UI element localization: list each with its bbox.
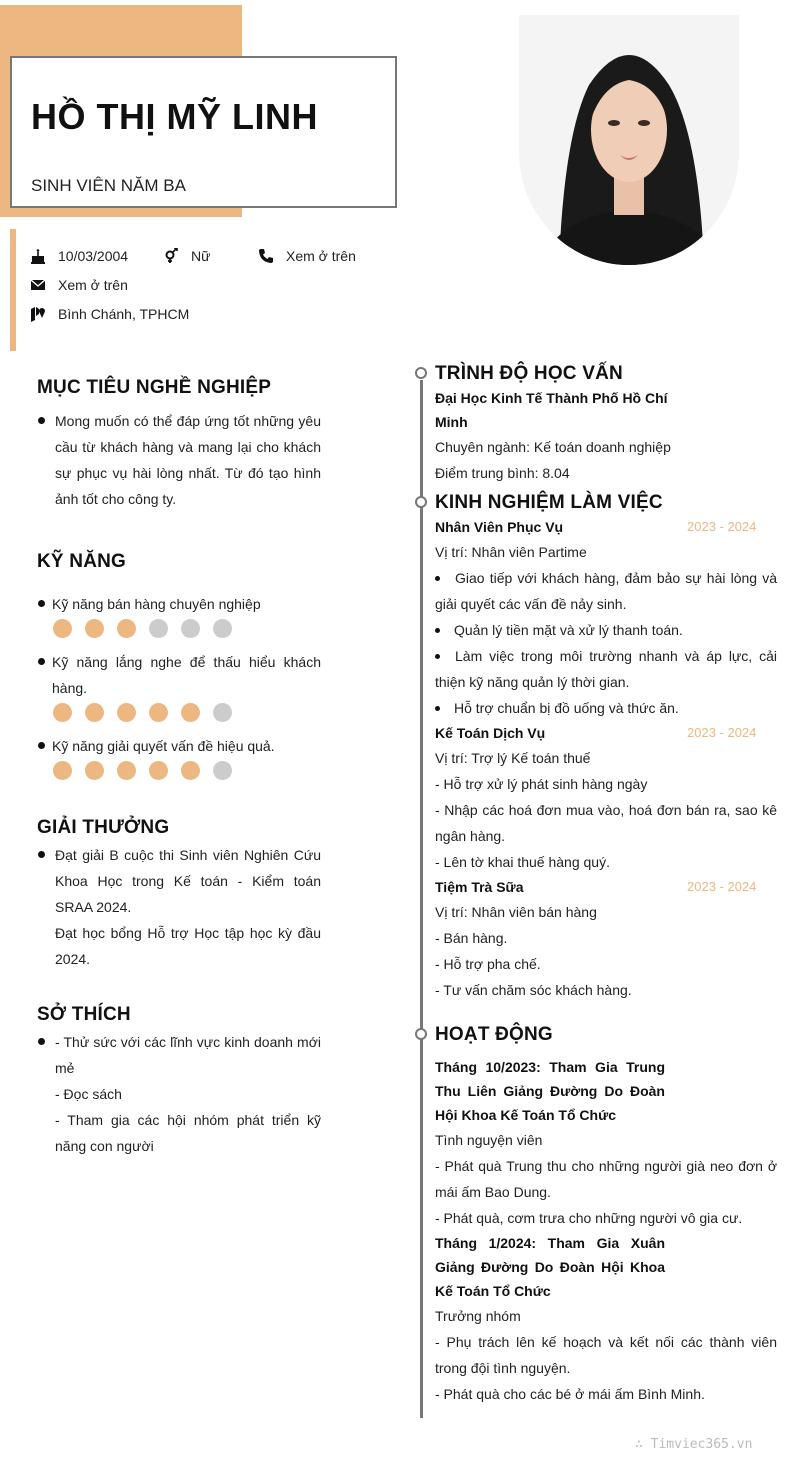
birthday-cake-icon — [30, 248, 46, 264]
skills-title: KỸ NĂNG — [37, 551, 127, 572]
activity-name: Tháng 10/2023: Tham Gia Trung Thu Liên Giảng Đường Do Đoàn Hội Khoa Kế Toán Tổ Chức — [435, 1059, 665, 1123]
activity-role: Tình nguyện viên — [435, 1132, 543, 1148]
candidate-role: SINH VIÊN NĂM BA — [31, 176, 186, 195]
job-detail: - Nhập các hoá đơn mua vào, hoá đơn bán ra, sao kê ngân hàng. — [435, 802, 777, 844]
job-detail: Làm việc trong môi trường nhanh và áp lực, cải thiện kỹ năng quản lý thời gian. — [435, 648, 777, 690]
job-position: Vị trí: Nhân viên Partime — [435, 544, 587, 560]
timeline-node — [415, 1028, 427, 1040]
timeline-node — [415, 367, 427, 379]
bullet — [38, 600, 45, 607]
phone-icon — [258, 248, 274, 264]
skill-label: Kỹ năng lắng nghe để thấu hiểu khách hàng. — [52, 654, 321, 696]
activity-detail: - Phát quà cho các bé ở mái ấm Bình Minh. — [435, 1386, 705, 1402]
bullet — [38, 1038, 45, 1045]
rating-dot-filled — [53, 703, 72, 722]
job-date: 2023 - 2024 — [687, 519, 757, 534]
rating-dot-filled — [181, 703, 200, 722]
bullet — [435, 628, 440, 633]
rating-dot-filled — [117, 619, 136, 638]
phone-row — [258, 248, 356, 264]
map-marker-icon — [30, 306, 46, 322]
rating-dot-filled — [85, 761, 104, 780]
birthday-value: 10/03/2004 — [58, 248, 129, 264]
watermark: ∴ Timviec365.vn — [635, 1437, 753, 1452]
rating-dot-empty — [213, 703, 232, 722]
hobby-item: - Đọc sách — [55, 1086, 122, 1102]
school-name: Đại Học Kinh Tế Thành Phố Hồ Chí Minh — [435, 390, 668, 430]
job-company: Kế Toán Dịch Vụ — [435, 725, 546, 741]
hobby-item: - Thử sức với các lĩnh vực kinh doanh mới mẻ — [55, 1034, 321, 1076]
rating-dot-empty — [149, 619, 168, 638]
activity-detail: - Phát quà, cơm trưa cho những người vô gia cư. — [435, 1210, 743, 1226]
award-item: Đạt học bổng Hỗ trợ Học tập học kỳ đầu 2024. — [55, 925, 321, 967]
skill-rating — [53, 761, 232, 780]
activities-title: HOẠT ĐỘNG — [435, 1024, 553, 1045]
rating-dot-empty — [181, 619, 200, 638]
experience-title: KINH NGHIỆM LÀM VIỆC — [435, 492, 663, 513]
skill-label: Kỹ năng bán hàng chuyên nghiệp — [52, 596, 261, 612]
hobby-item: - Tham gia các hội nhóm phát triển kỹ năng con người — [55, 1112, 321, 1154]
job-date: 2023 - 2024 — [687, 879, 757, 894]
activity-name: Tháng 1/2024: Tham Gia Xuân Giảng Đường Do Đoàn Hội Khoa Kế Toán Tổ Chức — [435, 1235, 665, 1299]
job-position: Vị trí: Trợ lý Kế toán thuế — [435, 750, 591, 766]
bullet — [38, 851, 45, 858]
education-title: TRÌNH ĐỘ HỌC VẤN — [435, 363, 623, 384]
skill-label: Kỹ năng giải quyết vấn đề hiệu quả. — [52, 738, 275, 754]
profile-photo — [519, 15, 739, 265]
email-value: Xem ở trên — [58, 277, 128, 293]
rating-dot-filled — [149, 703, 168, 722]
job-detail: Hỗ trợ chuẩn bị đồ uống và thức ăn. — [454, 700, 679, 716]
job-date: 2023 - 2024 — [687, 725, 757, 740]
email-icon — [30, 277, 46, 293]
rating-dot-filled — [149, 761, 168, 780]
bullet — [38, 417, 45, 424]
gender-value: Nữ — [191, 248, 211, 264]
timeline-line — [420, 380, 423, 1418]
candidate-name: HỒ THỊ MỸ LINH — [31, 96, 318, 137]
activity-detail: - Phụ trách lên kế hoạch và kết nối các thành viên trong đội tình nguyện. — [435, 1334, 777, 1376]
rating-dot-filled — [117, 703, 136, 722]
bullet — [435, 706, 440, 711]
phone-value: Xem ở trên — [286, 248, 356, 264]
contact-accent-bar — [10, 229, 16, 351]
job-detail: Giao tiếp với khách hàng, đảm bảo sự hài lòng và giải quyết các vấn đề nảy sinh. — [435, 570, 777, 612]
timeline-node — [415, 496, 427, 508]
job-detail: - Hỗ trợ pha chế. — [435, 956, 541, 972]
skill-rating — [53, 703, 232, 722]
birthday-row — [30, 248, 128, 264]
activity-role: Trưởng nhóm — [435, 1308, 521, 1324]
bullet — [38, 742, 45, 749]
award-item: Đạt giải B cuộc thi Sinh viên Nghiên Cứu Khoa Học trong Kế toán - Kiểm toán SRAA 2024. — [55, 847, 321, 915]
rating-dot-filled — [181, 761, 200, 780]
rating-dot-filled — [53, 619, 72, 638]
awards-title: GIẢI THƯỞNG — [37, 817, 170, 838]
gender-row — [163, 248, 210, 264]
job-detail: - Lên tờ khai thuế hàng quý. — [435, 854, 610, 870]
education-major: Chuyên ngành: Kế toán doanh nghiệp — [435, 439, 671, 455]
name-card — [10, 56, 397, 208]
hobbies-title: SỞ THÍCH — [37, 1004, 131, 1025]
job-detail: - Bán hàng. — [435, 930, 508, 946]
rating-dot-filled — [85, 619, 104, 638]
career-goal-title: MỤC TIÊU NGHỀ NGHIỆP — [37, 377, 272, 398]
activity-detail: - Phát quà Trung thu cho những người già neo đơn ở mái ấm Bao Dung. — [435, 1158, 777, 1200]
job-detail: - Tư vấn chăm sóc khách hàng. — [435, 982, 632, 998]
rating-dot-filled — [53, 761, 72, 780]
job-detail: Quản lý tiền mặt và xử lý thanh toán. — [454, 622, 683, 638]
gender-icon — [163, 248, 179, 264]
email-row — [30, 277, 128, 293]
job-detail: - Hỗ trợ xử lý phát sinh hàng ngày — [435, 776, 648, 792]
rating-dot-empty — [213, 761, 232, 780]
address-value: Bình Chánh, TPHCM — [58, 306, 190, 322]
job-company: Tiệm Trà Sữa — [435, 879, 524, 895]
skill-rating — [53, 619, 232, 638]
job-company: Nhân Viên Phục Vụ — [435, 519, 564, 535]
job-position: Vị trí: Nhân viên bán hàng — [435, 904, 597, 920]
rating-dot-filled — [117, 761, 136, 780]
bullet — [38, 658, 45, 665]
address-row — [30, 306, 189, 322]
rating-dot-filled — [85, 703, 104, 722]
career-goal-text: Mong muốn có thể đáp ứng tốt những yêu cầu từ khách hàng và mang lại cho khách sự phục vụ hài lòng nhất. Từ đó tạo hình ảnh tốt cho công ty. — [55, 413, 321, 507]
rating-dot-empty — [213, 619, 232, 638]
education-gpa: Điểm trung bình: 8.04 — [435, 465, 570, 481]
